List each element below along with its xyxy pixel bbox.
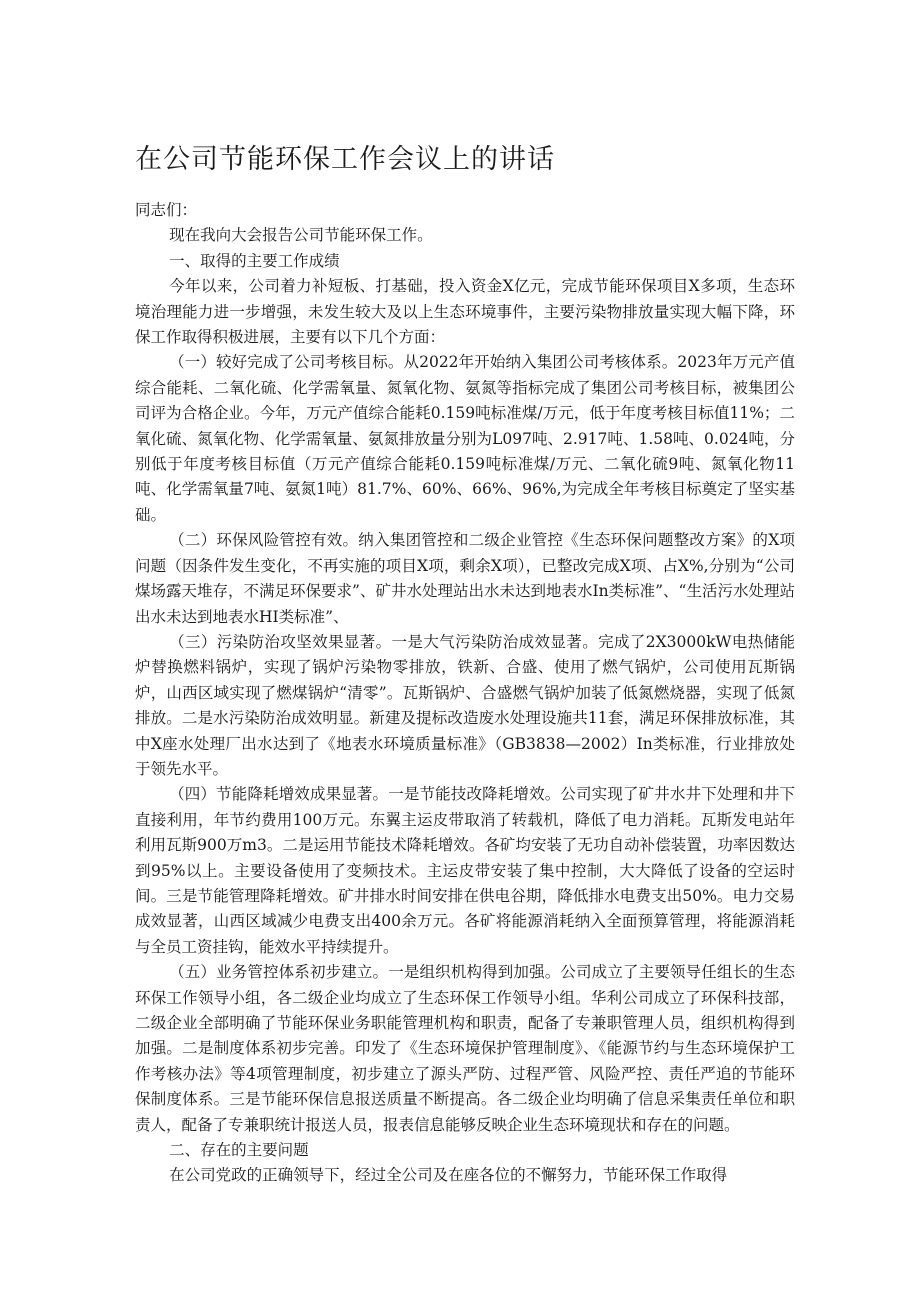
paragraph-risk-control: （二）环保风险管控有效。纳入集团管控和二级企业管控《生态环保问题整改方案》的X项问题（因条件发生变化，不再实施的项目X项，剩余X项），已整改完成X项、占X%,分别为“公司煤场露天堆存，不满足环保要求”、矿井水处理站出水未达到地表水In类标准”、“生活污水处理站出水未达到地表水HI类标准”、 [135,531,795,626]
intro-paragraph: 现在我向大会报告公司节能环保工作。 [169,226,433,245]
document-title: 在公司节能环保工作会议上的讲话 [135,144,555,175]
document-body [135,198,795,1189]
paragraph-overview: 今年以来，公司着力补短板、打基础，投入资金X亿元，完成节能环保项目X多项，生态环境治理能力进一步增强，未发生较大及以上生态环境事件，主要污染物排放量实现大幅下降，环保工作取得积极进展，主要有以下几个方面： [135,277,795,347]
greeting: 同志们： [135,201,198,219]
paragraph-pollution-control: （三）污染防治攻坚效果显著。一是大气污染防治成效显著。完成了2X3000kW电热储能炉替换燃料锅炉，实现了锅炉污染物零排放，铁新、合盛、使用了燃气锅炉，公司使用瓦斯锅炉，山西区域实现了燃煤锅炉“清零”。瓦斯锅炉、合盛燃气锅炉加装了低氮燃烧器，实现了低氮排放。二是水污染防治成效明显。新建及提标改造废水处理设施共11套，满足环保排放标准，其中X座水处理厂出水达到了《地表水环境质量标准》（GB3838—2002）In类标准，行业排放处于领先水平。 [135,632,795,778]
paragraph-problems-intro: 在公司党政的正确领导下，经过全公司及在座各位的不懈努力，节能环保工作取得 [169,1166,728,1185]
section-heading-achievements: 一、取得的主要工作成绩 [169,251,340,270]
section-heading-problems: 二、存在的主要问题 [169,1141,309,1160]
paragraph-management-system: （五）业务管控体系初步建立。一是组织机构得到加强。公司成立了主要领导任组长的生态环保工作领导小组，各二级企业均成立了生态环保工作领导小组。华利公司成立了环保科技部，二级企业全部明确了节能环保业务职能管理机构和职责，配备了专兼职管理人员，组织机构得到加强。二是制度体系初步完善。印发了《生态环境保护管理制度》、《能源节约与生态环境保护工作考核办法》等4项管理制度，初步建立了源头严防、过程严管、风险严控、责任严追的节能环保制度体系。三是节能环保信息报送质量不断提高。各二级企业均明确了信息采集责任单位和职责人，配备了专兼职统计报送人员，报表信息能够反映企业生态环境现状和存在的问题。 [135,963,795,1134]
paragraph-energy-saving: （四）节能降耗增效成果显著。一是节能技改降耗增效。公司实现了矿井水井下处理和井下直接利用，年节约费用100万元。东翼主运皮带取消了转载机，降低了电力消耗。瓦斯发电站年利用瓦斯900万m3。二是运用节能技术降耗增效。各矿均安装了无功自动补偿装置，功率因数达到95%以上。主要设备使用了变频技术。主运皮带安装了集中控制，大大降低了设备的空运时间。三是节能管理降耗增效。矿井排水时间安排在供电谷期，降低排水电费支出50%。电力交易成效显著，山西区域减少电费支出400余万元。各矿将能源消耗纳入全面预算管理，将能源消耗与全员工资挂钩，能效水平持续提升。 [135,785,795,956]
paragraph-assessment-targets: （一）较好完成了公司考核目标。从2022年开始纳入集团公司考核体系。2023年万元产值综合能耗、二氧化硫、化学需氧量、氮氧化物、氨氮等指标完成了集团公司考核目标，被集团公司评为合格企业。今年，万元产值综合能耗0.159吨标准煤/万元，低于年度考核目标值11%；二氧化硫、氮氧化物、化学需氧量、氨氮排放量分别为L097吨、2.917吨、1.58吨、0.024吨，分别低于年度考核目标值（万元产值综合能耗0.159吨标准煤/万元、二氧化硫9吨、氮氧化物11吨、化学需氧量7吨、氨氮1吨）81.7%、60%、66%、96%,为完成全年考核目标奠定了坚实基础。 [135,353,795,524]
